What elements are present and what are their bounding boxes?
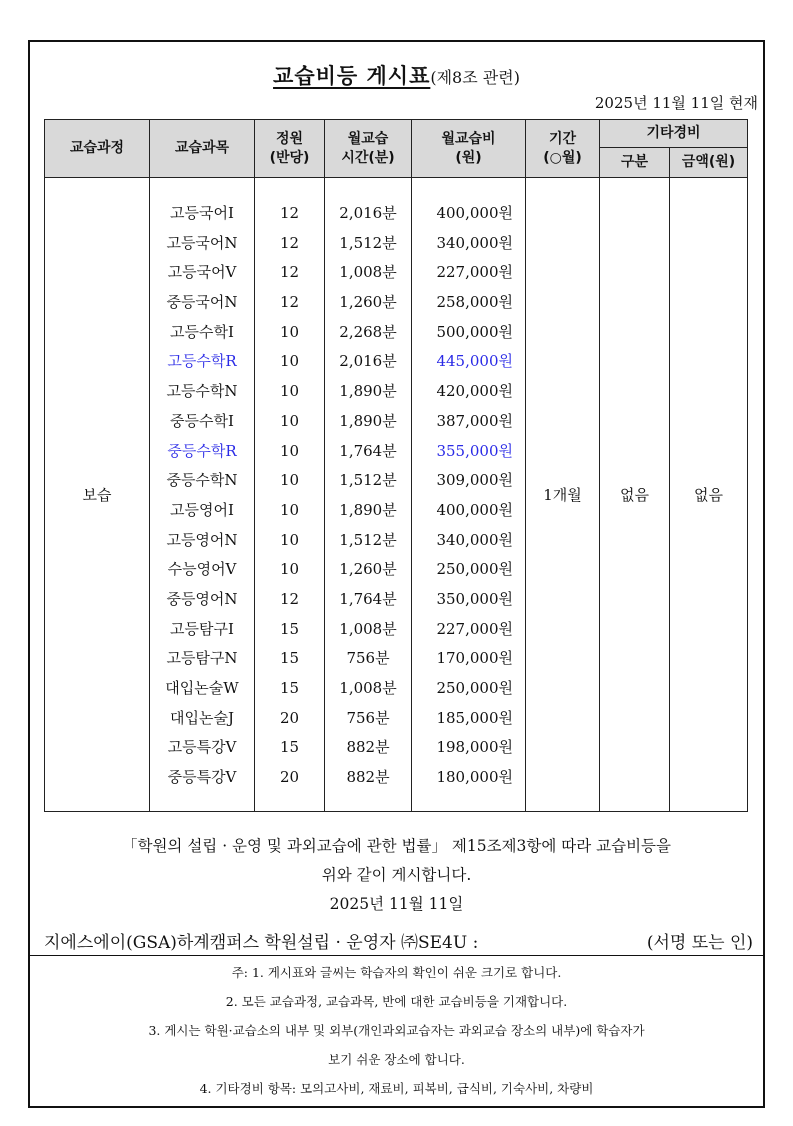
note-line: 주: 1. 게시표와 글씨는 학습자의 확인이 쉬운 크기로 합니다. bbox=[231, 965, 562, 980]
subject-cell: 중등특강V bbox=[167, 768, 237, 787]
signature-placeholder: (서명 또는 인) bbox=[646, 933, 753, 953]
subject-cell: 대입논술J bbox=[170, 708, 234, 727]
capacity-cell: 15 bbox=[279, 738, 300, 757]
capacity-cell: 15 bbox=[279, 619, 300, 638]
hours-cell: 1,512분 bbox=[339, 471, 397, 490]
subject-cell: 고등국어I bbox=[170, 204, 234, 222]
subject-cell: 수능영어V bbox=[167, 560, 237, 579]
note-line: 2. 모든 교습과정, 교습과목, 반에 대한 교습비등을 기재합니다. bbox=[225, 994, 568, 1009]
subject-cell: 대입논술W bbox=[165, 679, 239, 697]
header-capacity: 정원 (반당) bbox=[255, 120, 325, 178]
hours-cell: 1,512분 bbox=[339, 530, 397, 549]
fee-cell: 250,000원 bbox=[436, 679, 513, 697]
capacity-cell: 15 bbox=[279, 679, 300, 697]
capacity-cell: 10 bbox=[279, 441, 300, 460]
subject-cell: 중등국어N bbox=[166, 293, 238, 312]
fee-column bbox=[412, 178, 526, 812]
subject-cell: 중등수학N bbox=[166, 471, 238, 490]
capacity-cell: 20 bbox=[279, 708, 300, 727]
fee-cell: 227,000원 bbox=[436, 263, 513, 282]
header-other-type: 구분 bbox=[600, 148, 670, 178]
hours-cell: 1,890분 bbox=[339, 411, 397, 430]
hours-cell: 1,512분 bbox=[339, 233, 397, 252]
document-title bbox=[30, 60, 763, 90]
fee-cell: 227,000원 bbox=[436, 619, 513, 638]
fee-cell: 258,000원 bbox=[436, 293, 513, 312]
capacity-cell: 10 bbox=[279, 322, 300, 341]
fee-cell: 340,000원 bbox=[436, 530, 513, 549]
hours-cell: 1,890분 bbox=[339, 382, 397, 401]
capacity-cell: 12 bbox=[279, 233, 300, 252]
subject-cell: 고등수학N bbox=[166, 382, 238, 401]
header-monthly-hours: 월교습 시간(분) bbox=[325, 120, 412, 178]
header-monthly-fee: 월교습비 (원) bbox=[412, 120, 526, 178]
capacity-cell: 10 bbox=[279, 471, 300, 490]
capacity-cell: 10 bbox=[279, 530, 300, 549]
other-type-cell: 없음 bbox=[600, 178, 670, 812]
notes-divider bbox=[30, 955, 763, 956]
course-cell: 보습 bbox=[45, 178, 150, 812]
fee-cell: 400,000원 bbox=[436, 204, 513, 222]
declaration-line-1: 「학원의 설립 · 운영 및 과외교습에 관한 법률」 제15조제3항에 따라 교습비등을 bbox=[121, 837, 671, 855]
hours-cell: 1,890분 bbox=[339, 500, 397, 519]
fee-cell: 420,000원 bbox=[436, 382, 513, 401]
hours-cell: 2,016분 bbox=[339, 204, 397, 222]
subject-cell: 고등국어N bbox=[166, 233, 238, 252]
note-line: 4. 기타경비 항목: 모의고사비, 재료비, 피복비, 급식비, 기숙사비, 차량비 bbox=[199, 1081, 594, 1096]
fee-cell: 500,000원 bbox=[436, 322, 513, 341]
hours-cell: 882분 bbox=[346, 738, 390, 757]
hours-cell: 882분 bbox=[346, 768, 390, 787]
subject-cell: 중등수학I bbox=[170, 411, 234, 430]
fee-cell: 250,000원 bbox=[436, 560, 513, 579]
as-of-date: 2025년 11월 11일 현재 bbox=[594, 94, 758, 112]
subject-cell: 고등탐구N bbox=[166, 649, 238, 668]
capacity-cell: 12 bbox=[279, 589, 300, 608]
declaration-line-2: 위와 같이 게시합니다. bbox=[321, 866, 472, 884]
fee-cell: 180,000원 bbox=[436, 768, 513, 787]
period-cell: 1개월 bbox=[526, 178, 600, 812]
fee-cell: 350,000원 bbox=[436, 589, 513, 608]
fee-cell: 309,000원 bbox=[436, 471, 513, 490]
hours-cell: 1,260분 bbox=[339, 560, 397, 579]
capacity-cell: 10 bbox=[279, 352, 300, 371]
hours-column bbox=[325, 178, 412, 812]
header-course: 교습과정 bbox=[45, 120, 150, 178]
fee-cell: 170,000원 bbox=[436, 649, 513, 668]
capacity-cell: 10 bbox=[279, 382, 300, 401]
fee-cell: 445,000원 bbox=[436, 352, 513, 371]
hours-cell: 1,008분 bbox=[339, 619, 397, 638]
fee-cell: 387,000원 bbox=[436, 411, 513, 430]
capacity-cell: 12 bbox=[279, 204, 300, 222]
note-line: 3. 게시는 학원·교습소의 내부 및 외부(개인과외교습자는 과외교습 장소의 내부)에 학습자가 bbox=[148, 1023, 645, 1038]
hours-cell: 2,268분 bbox=[339, 322, 397, 341]
declaration-date: 2025년 11월 11일 bbox=[329, 895, 464, 913]
hours-cell: 756분 bbox=[346, 708, 390, 727]
hours-cell: 1,008분 bbox=[339, 263, 397, 282]
signer-line: 지에스에이(GSA)하계캠퍼스 학원설립 · 운영자 ㈜SE4U : bbox=[44, 933, 479, 953]
fee-cell: 198,000원 bbox=[436, 738, 513, 757]
hours-cell: 756분 bbox=[346, 649, 390, 668]
header-period: 기간 (○월) bbox=[526, 120, 600, 178]
capacity-cell: 12 bbox=[279, 293, 300, 312]
capacity-cell: 10 bbox=[279, 500, 300, 519]
fee-cell: 355,000원 bbox=[436, 441, 513, 460]
fee-cell: 185,000원 bbox=[436, 708, 513, 727]
hours-cell: 1,764분 bbox=[339, 441, 397, 460]
capacity-cell: 10 bbox=[279, 560, 300, 579]
subject-cell: 고등탐구I bbox=[170, 619, 234, 638]
hours-cell: 1,008분 bbox=[339, 679, 397, 697]
fee-cell: 340,000원 bbox=[436, 233, 513, 252]
subject-column bbox=[150, 178, 255, 812]
subject-cell: 고등특강V bbox=[167, 738, 237, 757]
capacity-cell: 15 bbox=[279, 649, 300, 668]
hours-cell: 2,016분 bbox=[339, 352, 397, 371]
subject-cell: 고등수학I bbox=[170, 322, 234, 341]
notes bbox=[30, 958, 763, 1103]
title-sub: (제8조 관련) bbox=[430, 68, 520, 87]
title-main: 교습비등 게시표 bbox=[273, 64, 431, 88]
fee-table bbox=[44, 119, 748, 812]
subject-cell: 고등국어V bbox=[167, 263, 237, 282]
capacity-cell: 20 bbox=[279, 768, 300, 787]
declaration bbox=[30, 832, 763, 919]
subject-cell: 고등영어I bbox=[170, 500, 234, 519]
notice-document bbox=[28, 40, 765, 1108]
note-line: 보기 쉬운 장소에 합니다. bbox=[328, 1052, 465, 1067]
header-other-expenses: 기타경비 bbox=[600, 120, 748, 148]
header-subject: 교습과목 bbox=[150, 120, 255, 178]
capacity-column bbox=[255, 178, 325, 812]
capacity-cell: 12 bbox=[279, 263, 300, 282]
subject-cell: 중등영어N bbox=[166, 589, 238, 608]
subject-cell: 중등수학R bbox=[167, 441, 237, 460]
fee-cell: 400,000원 bbox=[436, 500, 513, 519]
subject-cell: 고등수학R bbox=[167, 352, 237, 371]
other-amount-cell: 없음 bbox=[670, 178, 748, 812]
subject-cell: 고등영어N bbox=[166, 530, 238, 549]
hours-cell: 1,764분 bbox=[339, 589, 397, 608]
header-other-amount: 금액(원) bbox=[670, 148, 748, 178]
hours-cell: 1,260분 bbox=[339, 293, 397, 312]
capacity-cell: 10 bbox=[279, 411, 300, 430]
